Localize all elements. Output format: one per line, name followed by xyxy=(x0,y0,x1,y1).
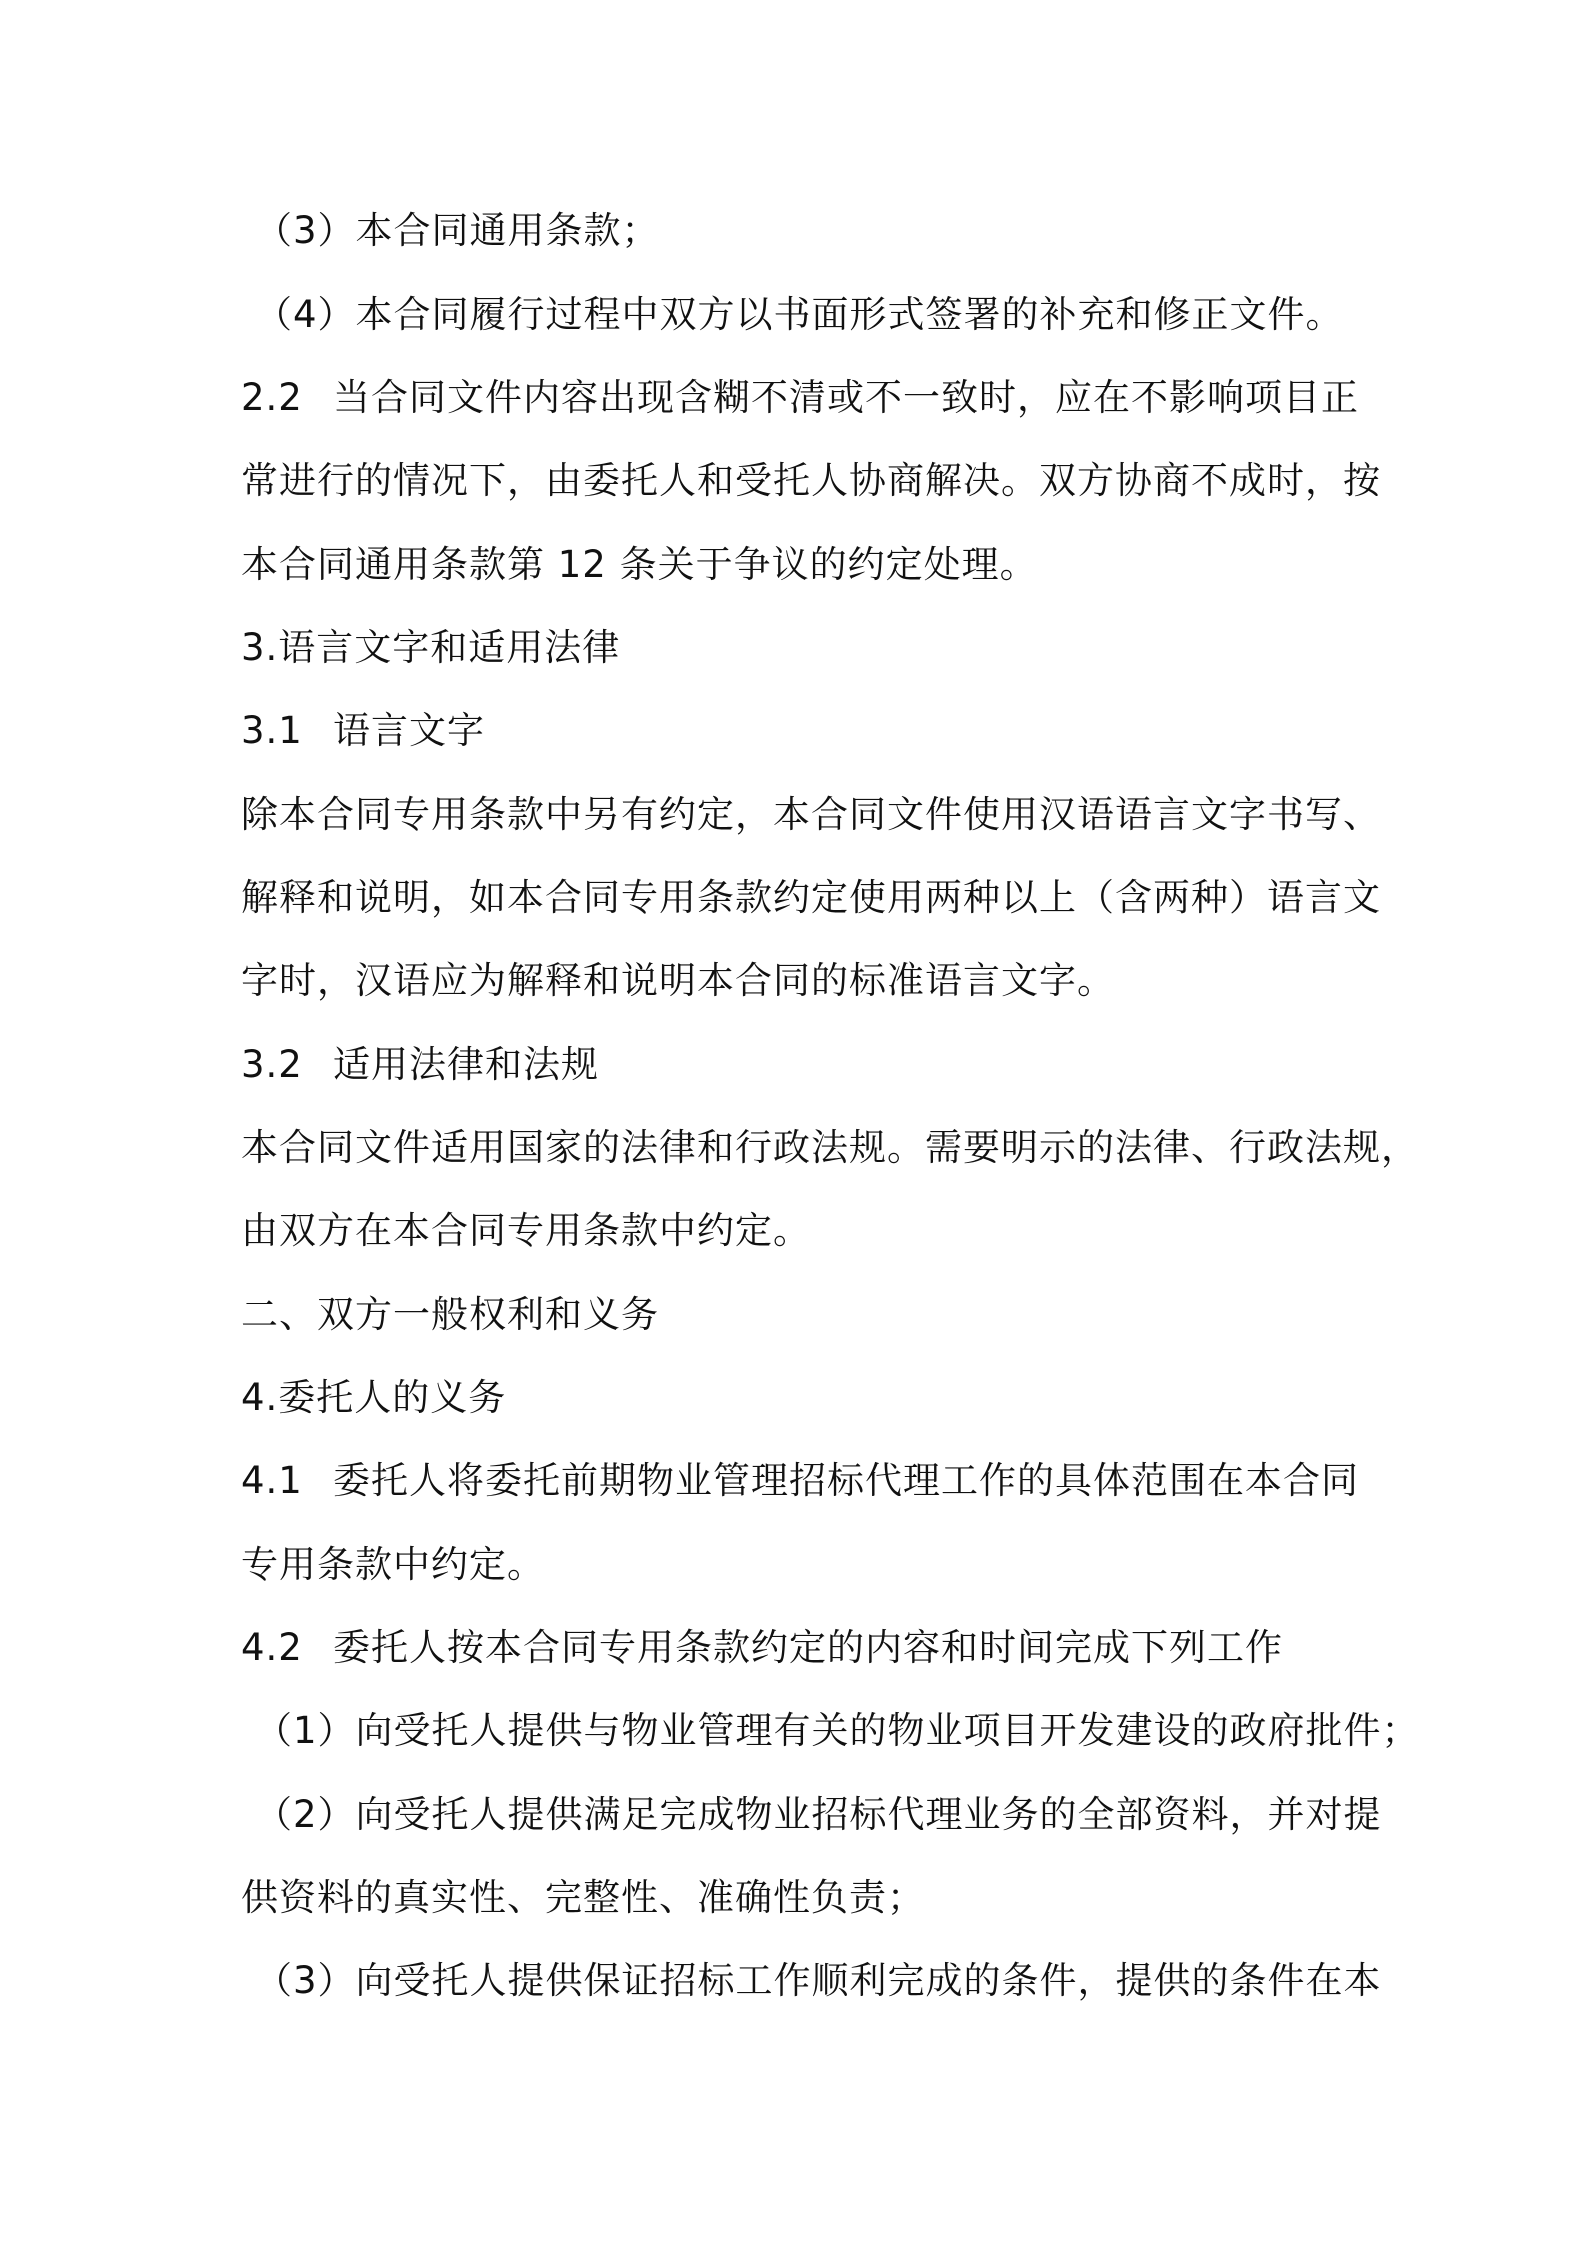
clause-number: 4.1 xyxy=(241,1459,303,1502)
section-heading xyxy=(241,1373,1361,1423)
text-line xyxy=(255,1706,1420,1756)
line-text: （3）本合同通用条款； xyxy=(255,209,660,252)
line-text: 由双方在本合同专用条款中约定。 xyxy=(241,1209,811,1252)
text-line xyxy=(241,790,1381,840)
text-line xyxy=(241,956,1361,1006)
clause-heading xyxy=(241,1040,1361,1090)
section-heading xyxy=(241,623,1361,673)
text-line xyxy=(241,373,1361,423)
line-text: （3）向受托人提供保证招标工作顺利完成的条件，提供的条件在本 xyxy=(255,1959,1382,2002)
text-line xyxy=(241,540,1361,590)
line-text: （2）向受托人提供满足完成物业招标代理业务的全部资料，并对提 xyxy=(255,1793,1382,1836)
line-text: 本合同通用条款第 12 条关于争议的约定处理。 xyxy=(241,543,1038,586)
text-line xyxy=(241,1540,1361,1590)
line-text: 二、双方一般权利和义务 xyxy=(241,1293,659,1336)
line-text: 4.委托人的义务 xyxy=(241,1376,507,1419)
text-line xyxy=(255,1790,1382,1840)
line-text: 常进行的情况下，由委托人和受托人协商解决。双方协商不成时，按 xyxy=(241,459,1381,502)
text-line xyxy=(241,873,1381,923)
clause-number: 4.2 xyxy=(241,1626,303,1669)
text-line xyxy=(241,456,1381,506)
text-line xyxy=(241,1873,1361,1923)
line-text: 除本合同专用条款中另有约定，本合同文件使用汉语语言文字书写、 xyxy=(241,793,1381,836)
line-text: 解释和说明，如本合同专用条款约定使用两种以上（含两种）语言文 xyxy=(241,876,1381,919)
text-line xyxy=(241,1623,1361,1673)
line-text: 字时，汉语应为解释和说明本合同的标准语言文字。 xyxy=(241,959,1115,1002)
clause-heading xyxy=(241,706,1361,756)
line-text: 委托人将委托前期物业管理招标代理工作的具体范围在本合同 xyxy=(333,1459,1359,1502)
line-text: （1）向受托人提供与物业管理有关的物业项目开发建设的政府批件； xyxy=(255,1709,1420,1752)
section-heading xyxy=(241,1290,1361,1340)
line-text: 语言文字 xyxy=(333,709,485,752)
line-text: 专用条款中约定。 xyxy=(241,1543,545,1586)
line-text: 适用法律和法规 xyxy=(333,1043,599,1086)
text-line xyxy=(255,1956,1382,2006)
text-line xyxy=(255,206,1375,256)
text-line xyxy=(255,290,1375,340)
line-text: 本合同文件适用国家的法律和行政法规。需要明示的法律、行政法规， xyxy=(241,1126,1419,1169)
line-text: 当合同文件内容出现含糊不清或不一致时，应在不影响项目正 xyxy=(333,376,1359,419)
line-text: 委托人按本合同专用条款约定的内容和时间完成下列工作 xyxy=(333,1626,1283,1669)
text-line xyxy=(241,1123,1419,1173)
line-text: （4）本合同履行过程中双方以书面形式签署的补充和修正文件。 xyxy=(255,293,1344,336)
text-line xyxy=(241,1206,1361,1256)
line-text: 3.语言文字和适用法律 xyxy=(241,626,621,669)
clause-number: 2.2 xyxy=(241,376,303,419)
clause-number: 3.2 xyxy=(241,1043,303,1086)
clause-number: 3.1 xyxy=(241,709,303,752)
line-text: 供资料的真实性、完整性、准确性负责； xyxy=(241,1876,925,1919)
text-line xyxy=(241,1456,1361,1506)
